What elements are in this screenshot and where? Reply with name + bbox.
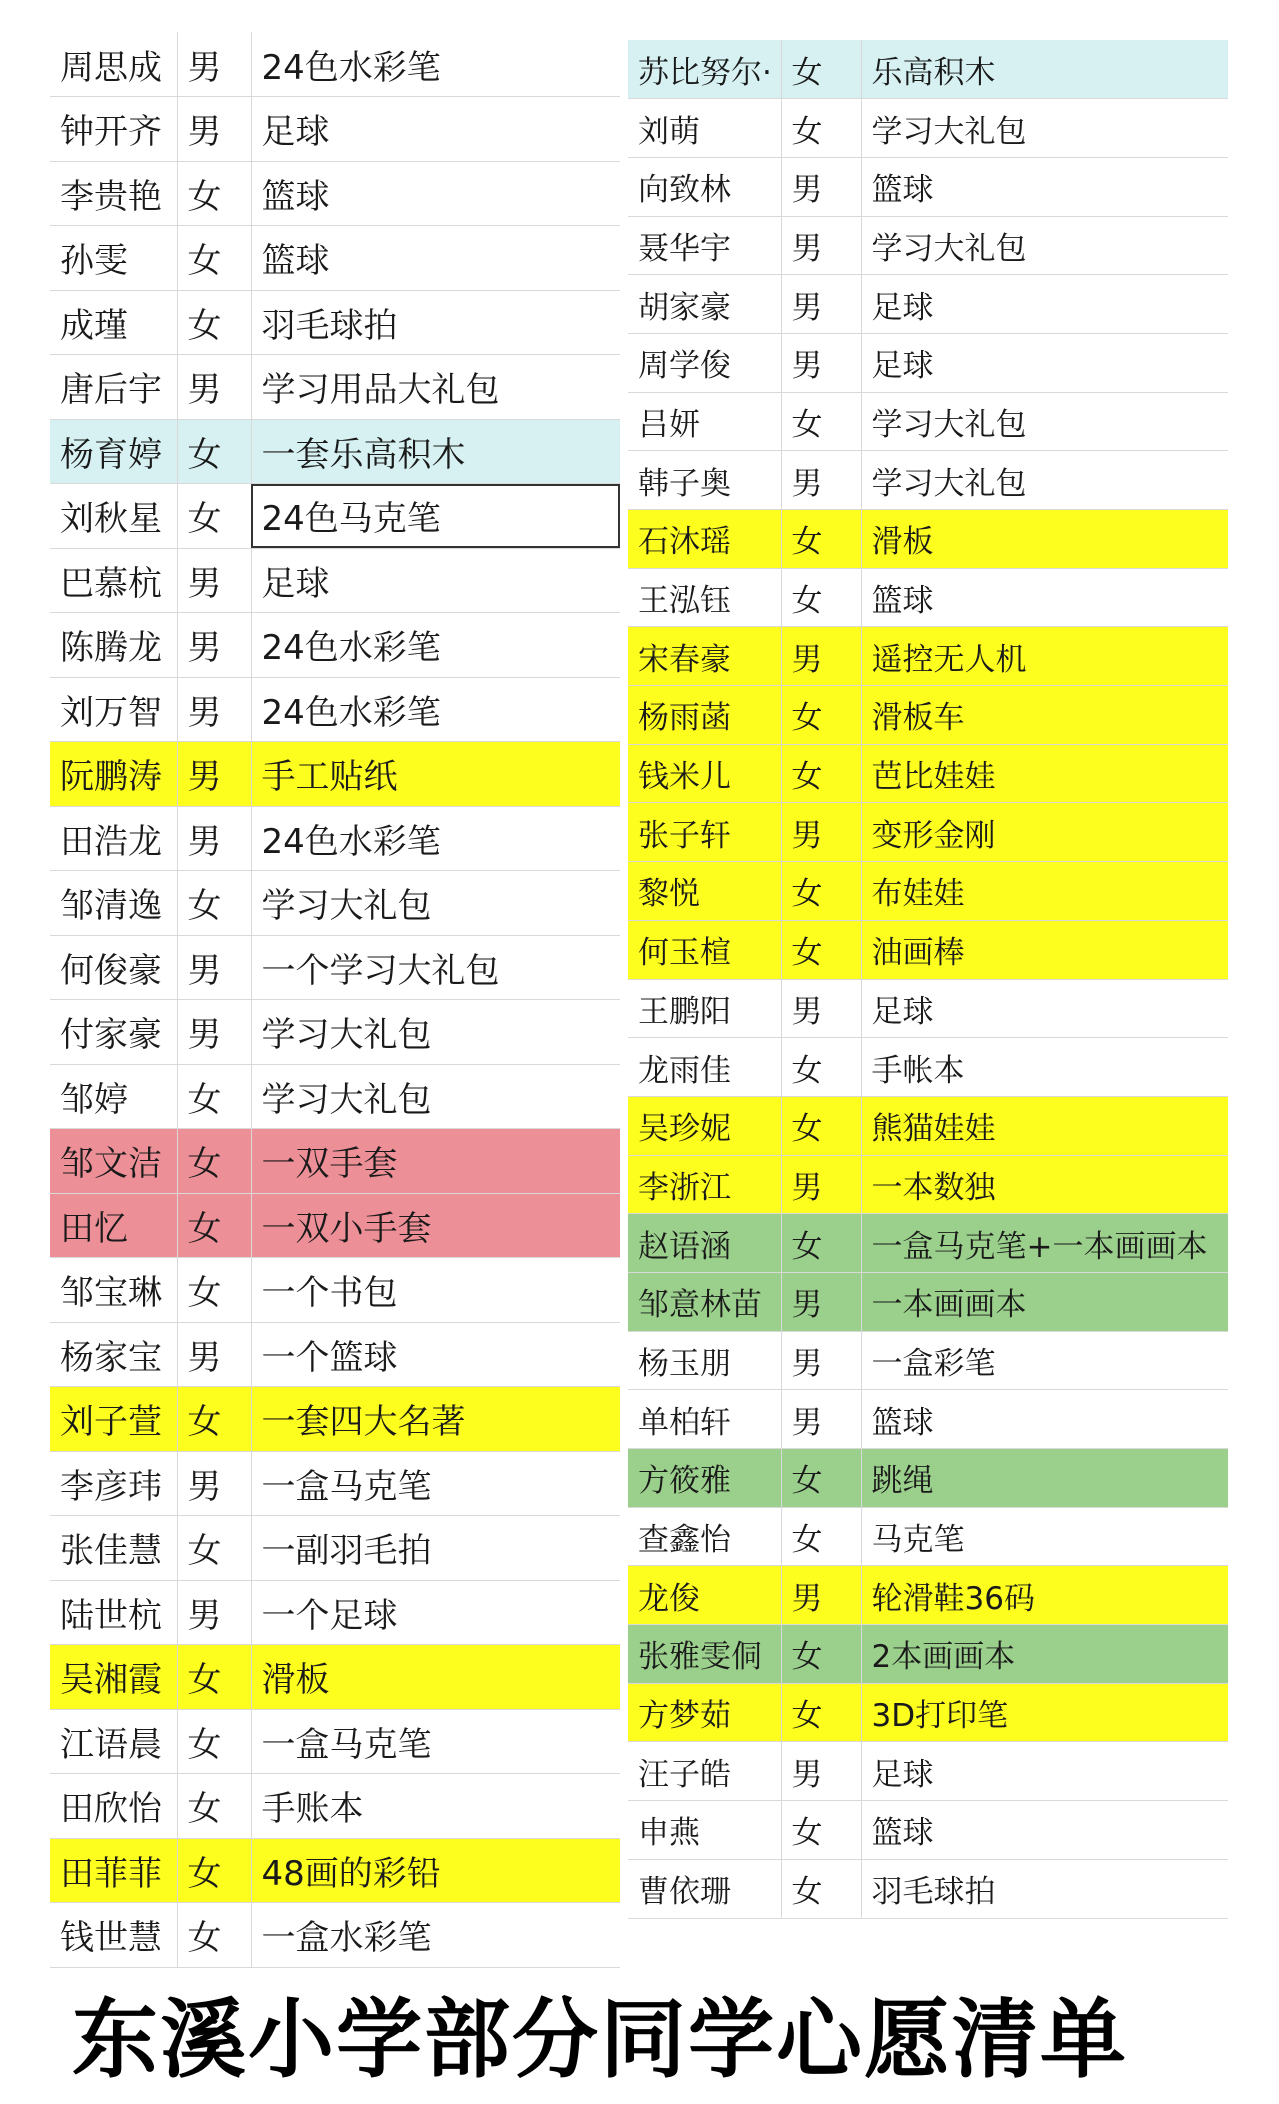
- gender-cell: 女: [781, 392, 861, 451]
- table-row: [628, 1214, 1228, 1273]
- gender-cell: 女: [177, 226, 251, 291]
- wish-cell: 足球: [861, 979, 1228, 1038]
- table-row: [628, 157, 1228, 216]
- table-row: [50, 1000, 620, 1065]
- wish-cell: 48画的彩铅: [251, 1838, 620, 1903]
- table-row: [628, 803, 1228, 862]
- student-name-cell: 田欣怡: [50, 1774, 177, 1839]
- student-name-cell: 吴珍妮: [628, 1096, 781, 1155]
- student-name-cell: 李贵艳: [50, 161, 177, 226]
- table-row: [50, 97, 620, 162]
- gender-cell: 女: [781, 1096, 861, 1155]
- wish-cell: 足球: [861, 275, 1228, 334]
- gender-cell: 女: [177, 1129, 251, 1194]
- student-name-cell: 王鹏阳: [628, 979, 781, 1038]
- student-name-cell: 龙雨佳: [628, 1038, 781, 1097]
- gender-cell: 男: [781, 275, 861, 334]
- table-row: [50, 871, 620, 936]
- wish-cell: 篮球: [251, 161, 620, 226]
- gender-cell: 女: [177, 161, 251, 226]
- table-row: [628, 99, 1228, 158]
- student-name-cell: 杨玉朋: [628, 1331, 781, 1390]
- wish-cell: 学习大礼包: [861, 216, 1228, 275]
- table-row: [50, 1709, 620, 1774]
- gender-cell: 男: [177, 806, 251, 871]
- gender-cell: 女: [177, 1064, 251, 1129]
- wish-cell: 一套乐高积木: [251, 419, 620, 484]
- wish-cell: 一本画画本: [861, 1272, 1228, 1331]
- gender-cell: 女: [781, 1038, 861, 1097]
- student-name-cell: 宋春豪: [628, 627, 781, 686]
- wish-cell: 一双小手套: [251, 1193, 620, 1258]
- table-row: [628, 744, 1228, 803]
- student-name-cell: 单柏轩: [628, 1390, 781, 1449]
- gender-cell: 男: [781, 1566, 861, 1625]
- student-name-cell: 周思成: [50, 32, 177, 97]
- gender-cell: 女: [177, 871, 251, 936]
- student-name-cell: 石沐瑶: [628, 510, 781, 569]
- wish-cell: 24色水彩笔: [251, 613, 620, 678]
- student-name-cell: 李彦玮: [50, 1451, 177, 1516]
- table-row: [50, 1645, 620, 1710]
- gender-cell: 女: [177, 1774, 251, 1839]
- gender-cell: 男: [177, 677, 251, 742]
- gender-cell: 男: [781, 803, 861, 862]
- wish-cell: 一套四大名著: [251, 1387, 620, 1452]
- wish-cell: 滑板: [251, 1645, 620, 1710]
- wish-cell: 篮球: [861, 1801, 1228, 1860]
- table-row: [628, 392, 1228, 451]
- gender-cell: 女: [781, 1449, 861, 1508]
- table-row: [628, 568, 1228, 627]
- gender-cell: 男: [177, 1580, 251, 1645]
- table-row: [628, 1683, 1228, 1742]
- student-name-cell: 田浩龙: [50, 806, 177, 871]
- student-name-cell: 田菲菲: [50, 1838, 177, 1903]
- table-row: [50, 1903, 620, 1968]
- gender-cell: 女: [177, 1903, 251, 1968]
- wish-cell: 足球: [861, 333, 1228, 392]
- student-name-cell: 胡家豪: [628, 275, 781, 334]
- wish-cell: 篮球: [861, 1390, 1228, 1449]
- table-row: [50, 1516, 620, 1581]
- table-row: [50, 1774, 620, 1839]
- gender-cell: 男: [781, 451, 861, 510]
- gender-cell: 男: [781, 1155, 861, 1214]
- gender-cell: 女: [781, 686, 861, 745]
- wish-cell: 学习大礼包: [251, 1064, 620, 1129]
- gender-cell: 男: [177, 97, 251, 162]
- table-row: [628, 920, 1228, 979]
- wish-cell: 学习大礼包: [861, 451, 1228, 510]
- table-row: [50, 161, 620, 226]
- student-name-cell: 聂华宇: [628, 216, 781, 275]
- gender-cell: 女: [781, 1214, 861, 1273]
- wish-cell: 一盒马克笔: [251, 1709, 620, 1774]
- wish-cell: 跳绳: [861, 1449, 1228, 1508]
- gender-cell: 女: [177, 1258, 251, 1323]
- gender-cell: 女: [177, 484, 251, 549]
- wish-cell: 羽毛球拍: [861, 1859, 1228, 1918]
- gender-cell: 女: [781, 1683, 861, 1742]
- student-name-cell: 邹清逸: [50, 871, 177, 936]
- student-name-cell: 王泓钰: [628, 568, 781, 627]
- student-name-cell: 韩子奥: [628, 451, 781, 510]
- gender-cell: 女: [781, 920, 861, 979]
- student-name-cell: 刘萌: [628, 99, 781, 158]
- wish-cell: 足球: [861, 1742, 1228, 1801]
- gender-cell: 男: [177, 1322, 251, 1387]
- wish-cell: 芭比娃娃: [861, 744, 1228, 803]
- wish-cell: 遥控无人机: [861, 627, 1228, 686]
- gender-cell: 女: [177, 1709, 251, 1774]
- student-name-cell: 汪子皓: [628, 1742, 781, 1801]
- table-row: [50, 806, 620, 871]
- wish-cell: 熊猫娃娃: [861, 1096, 1228, 1155]
- wish-cell: 一本数独: [861, 1155, 1228, 1214]
- table-row: [50, 613, 620, 678]
- table-row: [50, 1580, 620, 1645]
- student-name-cell: 田忆: [50, 1193, 177, 1258]
- table-row: [628, 1566, 1228, 1625]
- left-table-body: [50, 32, 620, 1967]
- gender-cell: 女: [781, 744, 861, 803]
- left-wish-table: [50, 32, 620, 1968]
- table-row: [50, 1387, 620, 1452]
- table-row: [628, 979, 1228, 1038]
- table-row: [50, 419, 620, 484]
- student-name-cell: 钟开齐: [50, 97, 177, 162]
- student-name-cell: 唐后宇: [50, 355, 177, 420]
- table-row: [50, 935, 620, 1000]
- right-wish-table: [628, 40, 1228, 1919]
- student-name-cell: 阮鹏涛: [50, 742, 177, 807]
- wish-cell: 24色水彩笔: [251, 677, 620, 742]
- wish-cell: 轮滑鞋36码: [861, 1566, 1228, 1625]
- wish-cell: 手帐本: [861, 1038, 1228, 1097]
- wish-cell: 2本画画本: [861, 1625, 1228, 1684]
- table-row: [628, 1155, 1228, 1214]
- table-row: [628, 1859, 1228, 1918]
- gender-cell: 男: [177, 1451, 251, 1516]
- wish-cell: 篮球: [861, 568, 1228, 627]
- wish-cell: 24色水彩笔: [251, 32, 620, 97]
- wish-cell: 一个书包: [251, 1258, 620, 1323]
- student-name-cell: 李浙江: [628, 1155, 781, 1214]
- table-row: [50, 32, 620, 97]
- table-row: [50, 1451, 620, 1516]
- student-name-cell: 何玉楦: [628, 920, 781, 979]
- student-name-cell: 杨家宝: [50, 1322, 177, 1387]
- student-name-cell: 吴湘霞: [50, 1645, 177, 1710]
- student-name-cell: 曹依珊: [628, 1859, 781, 1918]
- table-row: [628, 1390, 1228, 1449]
- wish-cell: 学习大礼包: [251, 1000, 620, 1065]
- wish-cell: 学习大礼包: [861, 392, 1228, 451]
- student-name-cell: 江语晨: [50, 1709, 177, 1774]
- table-row: [50, 1129, 620, 1194]
- gender-cell: 女: [177, 1387, 251, 1452]
- wish-cell: 一盒彩笔: [861, 1331, 1228, 1390]
- table-row: [628, 1625, 1228, 1684]
- gender-cell: 女: [177, 1516, 251, 1581]
- table-row: [628, 510, 1228, 569]
- gender-cell: 男: [177, 548, 251, 613]
- wish-cell: 羽毛球拍: [251, 290, 620, 355]
- gender-cell: 男: [781, 333, 861, 392]
- student-name-cell: 付家豪: [50, 1000, 177, 1065]
- wish-cell: 变形金刚: [861, 803, 1228, 862]
- table-row: [628, 1507, 1228, 1566]
- table-row: [628, 686, 1228, 745]
- gender-cell: 女: [177, 1645, 251, 1710]
- table-row: [628, 1038, 1228, 1097]
- gender-cell: 女: [781, 862, 861, 921]
- student-name-cell: 向致林: [628, 157, 781, 216]
- wish-cell: 一个篮球: [251, 1322, 620, 1387]
- gender-cell: 女: [781, 1507, 861, 1566]
- gender-cell: 男: [781, 627, 861, 686]
- gender-cell: 男: [781, 216, 861, 275]
- table-row: [50, 548, 620, 613]
- student-name-cell: 杨雨菡: [628, 686, 781, 745]
- student-name-cell: 邹意林苗: [628, 1272, 781, 1331]
- gender-cell: 女: [177, 419, 251, 484]
- student-name-cell: 张佳慧: [50, 1516, 177, 1581]
- table-row: [50, 742, 620, 807]
- wish-cell: 篮球: [251, 226, 620, 291]
- student-name-cell: 杨育婷: [50, 419, 177, 484]
- wish-cell: 足球: [251, 97, 620, 162]
- table-row: [50, 484, 620, 549]
- gender-cell: 男: [177, 355, 251, 420]
- gender-cell: 女: [177, 1838, 251, 1903]
- student-name-cell: 查鑫怡: [628, 1507, 781, 1566]
- wish-cell: 手工贴纸: [251, 742, 620, 807]
- wish-cell: 滑板: [861, 510, 1228, 569]
- student-name-cell: 张子轩: [628, 803, 781, 862]
- wish-cell: 学习大礼包: [861, 99, 1228, 158]
- student-name-cell: 周学俊: [628, 333, 781, 392]
- table-row: [628, 862, 1228, 921]
- gender-cell: 女: [781, 1859, 861, 1918]
- gender-cell: 男: [781, 1272, 861, 1331]
- gender-cell: 男: [781, 1390, 861, 1449]
- student-name-cell: 吕妍: [628, 392, 781, 451]
- table-row: [50, 1193, 620, 1258]
- gender-cell: 女: [781, 1625, 861, 1684]
- wish-cell: 滑板车: [861, 686, 1228, 745]
- wish-cell: 一个学习大礼包: [251, 935, 620, 1000]
- table-row: [628, 451, 1228, 510]
- gender-cell: 男: [177, 742, 251, 807]
- student-name-cell: 陆世杭: [50, 1580, 177, 1645]
- student-name-cell: 钱世慧: [50, 1903, 177, 1968]
- wish-cell: 一副羽毛拍: [251, 1516, 620, 1581]
- student-name-cell: 邹文洁: [50, 1129, 177, 1194]
- student-name-cell: 刘子萱: [50, 1387, 177, 1452]
- gender-cell: 男: [781, 1331, 861, 1390]
- table-row: [628, 333, 1228, 392]
- gender-cell: 男: [177, 935, 251, 1000]
- student-name-cell: 赵语涵: [628, 1214, 781, 1273]
- wish-cell: 马克笔: [861, 1507, 1228, 1566]
- table-row: [50, 1064, 620, 1129]
- table-row: [50, 290, 620, 355]
- wish-cell: 足球: [251, 548, 620, 613]
- student-name-cell: 苏比努尔·: [628, 40, 781, 99]
- wish-cell: 篮球: [861, 157, 1228, 216]
- gender-cell: 男: [177, 32, 251, 97]
- student-name-cell: 孙雯: [50, 226, 177, 291]
- student-name-cell: 陈腾龙: [50, 613, 177, 678]
- student-name-cell: 申燕: [628, 1801, 781, 1860]
- wish-cell: 一个足球: [251, 1580, 620, 1645]
- wish-cell: 3D打印笔: [861, 1683, 1228, 1742]
- student-name-cell: 何俊豪: [50, 935, 177, 1000]
- gender-cell: 女: [781, 510, 861, 569]
- student-name-cell: 刘秋星: [50, 484, 177, 549]
- table-row: [50, 677, 620, 742]
- wish-cell: 学习用品大礼包: [251, 355, 620, 420]
- table-row: [50, 1838, 620, 1903]
- table-row: [628, 216, 1228, 275]
- student-name-cell: 刘万智: [50, 677, 177, 742]
- student-name-cell: 张雅雯侗: [628, 1625, 781, 1684]
- student-name-cell: 巴慕杭: [50, 548, 177, 613]
- table-row: [628, 1096, 1228, 1155]
- student-name-cell: 方筱雅: [628, 1449, 781, 1508]
- wish-cell: 学习大礼包: [251, 871, 620, 936]
- wish-cell: 油画棒: [861, 920, 1228, 979]
- gender-cell: 男: [177, 1000, 251, 1065]
- gender-cell: 男: [781, 1742, 861, 1801]
- table-row: [628, 40, 1228, 99]
- wish-cell: 一双手套: [251, 1129, 620, 1194]
- table-row: [628, 275, 1228, 334]
- table-row: [628, 1272, 1228, 1331]
- student-name-cell: 方梦茹: [628, 1683, 781, 1742]
- page-caption: 东溪小学部分同学心愿清单: [72, 1990, 1128, 2090]
- table-row: [50, 226, 620, 291]
- wish-cell: 一盒水彩笔: [251, 1903, 620, 1968]
- student-name-cell: 黎悦: [628, 862, 781, 921]
- wish-cell: 手账本: [251, 1774, 620, 1839]
- gender-cell: 男: [177, 613, 251, 678]
- wish-cell: 24色马克笔: [251, 484, 620, 549]
- table-row: [50, 355, 620, 420]
- table-row: [628, 1801, 1228, 1860]
- student-name-cell: 邹婷: [50, 1064, 177, 1129]
- right-table-body: [628, 40, 1228, 1918]
- gender-cell: 女: [177, 1193, 251, 1258]
- table-row: [628, 1449, 1228, 1508]
- table-row: [628, 627, 1228, 686]
- gender-cell: 女: [781, 1801, 861, 1860]
- student-name-cell: 邹宝琳: [50, 1258, 177, 1323]
- table-row: [50, 1322, 620, 1387]
- gender-cell: 女: [781, 568, 861, 627]
- gender-cell: 男: [781, 979, 861, 1038]
- wish-cell: 布娃娃: [861, 862, 1228, 921]
- wish-cell: 一盒马克笔+一本画画本: [861, 1214, 1228, 1273]
- table-row: [628, 1742, 1228, 1801]
- gender-cell: 男: [781, 157, 861, 216]
- gender-cell: 女: [781, 40, 861, 99]
- table-row: [628, 1331, 1228, 1390]
- student-name-cell: 成瑾: [50, 290, 177, 355]
- wish-cell: 一盒马克笔: [251, 1451, 620, 1516]
- gender-cell: 女: [177, 290, 251, 355]
- student-name-cell: 钱米儿: [628, 744, 781, 803]
- gender-cell: 女: [781, 99, 861, 158]
- wish-cell: 乐高积木: [861, 40, 1228, 99]
- wish-cell: 24色水彩笔: [251, 806, 620, 871]
- table-row: [50, 1258, 620, 1323]
- student-name-cell: 龙俊: [628, 1566, 781, 1625]
